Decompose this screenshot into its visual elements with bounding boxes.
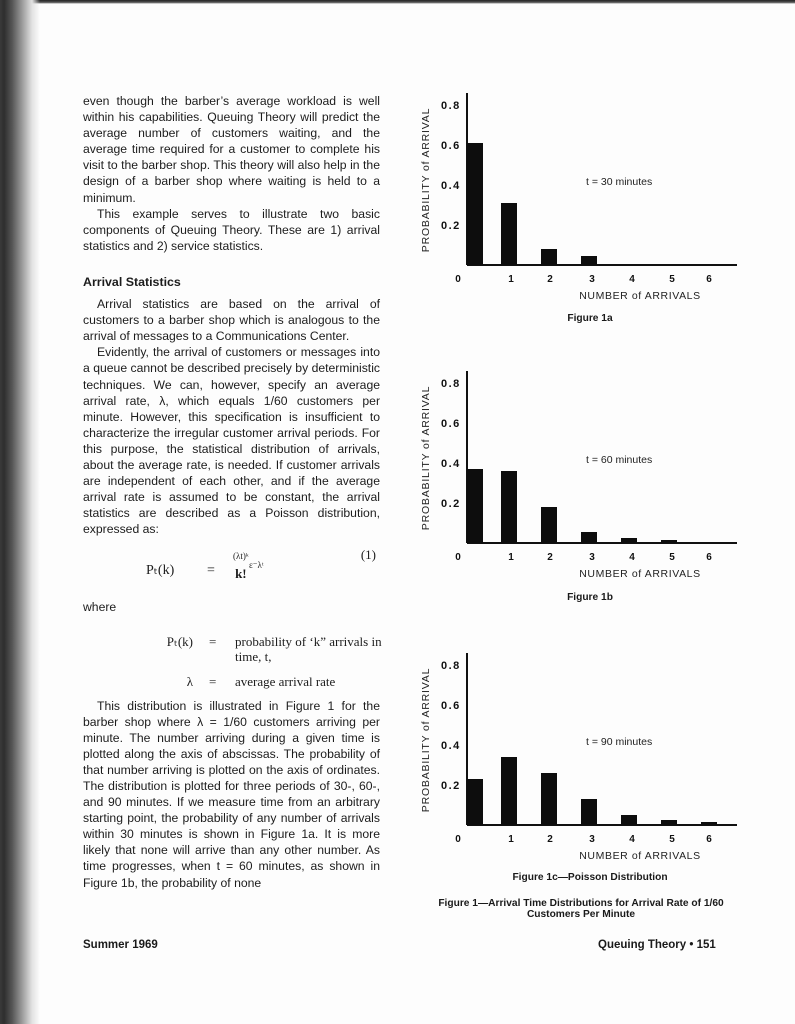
- y-tick-label: 0.8: [441, 100, 461, 112]
- y-tick-label: 0.6: [441, 140, 461, 152]
- chart-figure-1a: [410, 85, 760, 315]
- equation-fraction: [233, 551, 249, 581]
- x-tick-label: 4: [629, 552, 635, 563]
- definition-equals: =: [209, 673, 217, 689]
- bar-5: [661, 540, 677, 543]
- y-tick-label: 0.2: [441, 780, 461, 792]
- left-text-column: [83, 93, 380, 891]
- page-top-edge: [0, 0, 795, 4]
- bar-4: [621, 815, 637, 825]
- chart-figure-1c: [410, 645, 760, 875]
- figure-1b: [410, 363, 760, 593]
- x-tick-label: 6: [706, 834, 712, 845]
- x-tick-label: 1: [508, 834, 514, 845]
- time-annotation: t = 30 minutes: [586, 176, 653, 188]
- y-tick-label: 0.6: [441, 700, 461, 712]
- y-tick-label: 0.6: [441, 418, 461, 430]
- x-tick-label: 1: [508, 274, 514, 285]
- x-tick-label: 3: [589, 274, 595, 285]
- time-annotation: t = 90 minutes: [586, 736, 653, 748]
- paragraph-1: even though the barber’s average workload is well within his capabilities. Queuing Theory will predict the average number of customers waiting, and the average time required for a customer to complete his visit to the barber shop. This theory will also help in the design of a barber shop where waiting is held to a minimum.: [83, 94, 380, 205]
- book-spine-shadow: [0, 0, 40, 1024]
- bar-0: [467, 143, 483, 265]
- y-tick-label: 0.8: [441, 378, 461, 390]
- equation-equals: =: [207, 563, 215, 579]
- definition-symbol: λ: [186, 673, 193, 689]
- bar-0: [467, 779, 483, 825]
- time-annotation: t = 60 minutes: [586, 454, 653, 466]
- caption-figure-1a: Figure 1a: [567, 313, 613, 324]
- x-tick-label: 0: [455, 834, 461, 845]
- bar-1: [501, 757, 517, 825]
- y-tick-label: 0.4: [441, 740, 461, 752]
- bar-6: [701, 822, 717, 825]
- paragraph-5: This distribution is illustrated in Figure 1 for the barber shop where λ = 1/60 customers arriving per minute. The number arriving during a given time is plotted along the axis of abscissas. The probability of that number arriving is plotted on the axis of ordinates. The distribution is plotted for three periods of 30-, 60-, and 90 minutes. If we measure time from an arbitrary starting point, the probability of any number of arrivals within 30 minutes is shown in Figure 1a. It is more likely that none will arrive than any other number. As time progresses, when t = 60 minutes, as shown in Figure 1b, the probability of none: [83, 698, 380, 890]
- section-heading: Arrival Statistics: [83, 274, 181, 289]
- x-tick-label: 4: [629, 834, 635, 845]
- poisson-equation: [83, 547, 380, 599]
- x-tick-label: 5: [669, 834, 675, 845]
- x-tick-label: 3: [589, 834, 595, 845]
- equation-denominator: k!: [235, 566, 247, 582]
- x-axis-label: NUMBER of ARRIVALS: [579, 290, 701, 302]
- chart-figure-1b: [410, 363, 760, 593]
- definition-text: probability of ‘k” arrivals in time, t,: [235, 633, 382, 664]
- x-tick-label: 1: [508, 552, 514, 563]
- footer-issue-date: Summer 1969: [83, 939, 158, 951]
- definition-symbol: Pₜ(k): [166, 633, 193, 649]
- bar-1: [501, 471, 517, 543]
- x-tick-label: 6: [706, 274, 712, 285]
- where-label: where: [83, 600, 117, 615]
- bar-3: [581, 799, 597, 825]
- x-axis-label: NUMBER of ARRIVALS: [579, 568, 701, 580]
- equation-numerator: (λt)ᵏ: [233, 551, 249, 562]
- y-axis-label: PROBABILITY of ARRIVAL: [420, 107, 432, 253]
- x-tick-label: 5: [669, 274, 675, 285]
- y-tick-label: 0.4: [441, 458, 461, 470]
- figure-1c: [410, 645, 760, 875]
- definition-text: average arrival rate: [235, 673, 336, 689]
- y-tick-label: 0.8: [441, 660, 461, 672]
- definitions: [83, 634, 380, 698]
- equation-number: (1): [360, 547, 376, 563]
- caption-figure-1c: Figure 1c—Poisson Distribution: [512, 872, 668, 883]
- x-tick-label: 0: [455, 274, 461, 285]
- bar-2: [541, 507, 557, 543]
- figure-1-title: Figure 1—Arrival Time Distributions for Arrival Rate of 1/60 Customers Per Minute: [438, 898, 724, 920]
- definition-equals: =: [209, 633, 217, 649]
- x-tick-label: 5: [669, 552, 675, 563]
- bar-3: [581, 256, 597, 265]
- bar-5: [661, 820, 677, 825]
- paragraph-4: Evidently, the arrival of customers or messages into a queue cannot be described precisely by deterministic techniques. We can, however, specify an average arrival rate, λ, which equals 1/60 customers per minute. However, this specification is insufficient to characterize the irregular customer arrival periods. For this purpose, the statistical distribution of arrivals, about the average rate, is needed. If customer arrivals are independent of each other, and if the average arrival rate is assumed to be constant, the arrival statistics are described as a Poisson distribution, expressed as:: [83, 345, 380, 537]
- bar-1: [501, 203, 517, 265]
- bar-0: [467, 469, 483, 543]
- bar-3: [581, 532, 597, 543]
- definition-row: [83, 674, 380, 690]
- x-tick-label: 4: [629, 274, 635, 285]
- y-tick-label: 0.2: [441, 498, 461, 510]
- definition-row: [83, 634, 380, 666]
- paragraph-3: Arrival statistics are based on the arrival of customers to a barber shop which is analogous to the arrival of messages to a Communications Center.: [83, 297, 380, 344]
- bar-2: [541, 249, 557, 265]
- x-tick-label: 2: [547, 834, 553, 845]
- x-axis-label: NUMBER of ARRIVALS: [579, 850, 701, 862]
- y-tick-label: 0.2: [441, 220, 461, 232]
- bar-2: [541, 773, 557, 825]
- equation-lhs: Pₜ(k): [146, 563, 175, 579]
- x-tick-label: 2: [547, 552, 553, 563]
- y-tick-label: 0.4: [441, 180, 461, 192]
- bar-4: [621, 538, 637, 543]
- paragraph-2: This example serves to illustrate two basic components of Queuing Theory. These are 1) arrival statistics and 2) service statistics.: [83, 206, 380, 253]
- x-tick-label: 6: [706, 552, 712, 563]
- x-tick-label: 2: [547, 274, 553, 285]
- caption-figure-1b: Figure 1b: [567, 592, 613, 603]
- x-tick-label: 3: [589, 552, 595, 563]
- y-axis-label: PROBABILITY of ARRIVAL: [420, 385, 432, 531]
- figure-1a: [410, 85, 760, 315]
- equation-exponential: ε⁻λᵗ: [249, 560, 264, 571]
- y-axis-label: PROBABILITY of ARRIVAL: [420, 667, 432, 813]
- x-tick-label: 0: [455, 552, 461, 563]
- footer-page-number: Queuing Theory • 151: [598, 939, 716, 951]
